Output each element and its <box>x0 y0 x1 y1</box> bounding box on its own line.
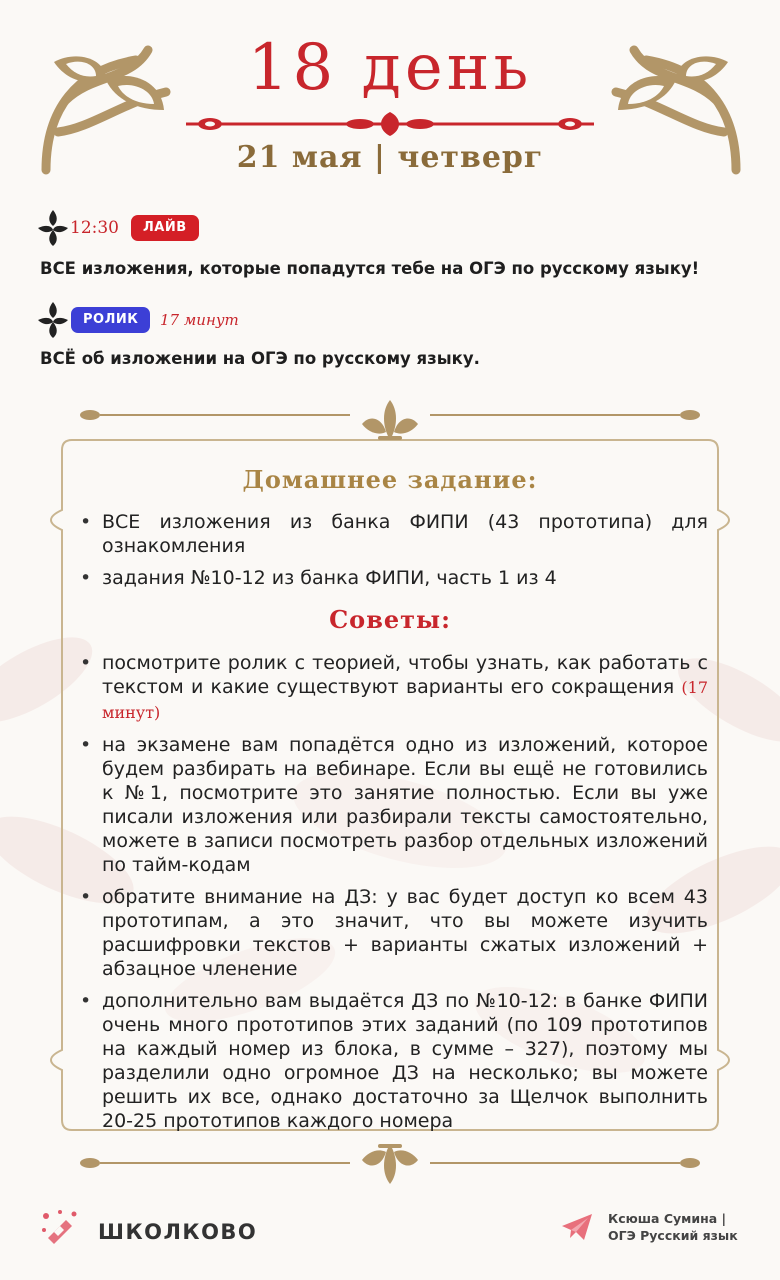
video-duration: 17 минут <box>160 311 239 329</box>
homework-list <box>80 510 708 598</box>
day-title: 18 день <box>247 31 533 105</box>
list-item <box>80 651 708 725</box>
list-item: • ВСЕ изложения из банка ФИПИ (43 прототипа) для ознакомления <box>80 510 708 558</box>
tips-heading: Советы: <box>329 605 451 634</box>
live-title: ВСЕ изложения, которые попадутся тебе на ОГЭ по русскому языку! <box>40 259 700 278</box>
author-name: Ксюша Сумина | <box>608 1211 727 1226</box>
homework-heading: Домашнее задание: <box>242 465 538 494</box>
live-badge: ЛАЙВ <box>131 215 199 241</box>
author-subject: ОГЭ Русский язык <box>608 1228 738 1243</box>
tips-list <box>80 651 708 1141</box>
schedule-time: 12:30 <box>70 218 119 238</box>
list-item: • дополнительно вам выдаётся ДЗ по №10-12: в банке ФИПИ очень много прототипов этих заданий (по 109 прототипов на каждый номер из блока, в сумме – 327), поэтому мы разделили одно огромное ДЗ на несколько; вы можете решить их все, однако достаточно за Щелчок выполнить 20-25 прототипов каждого номера <box>80 989 708 1133</box>
list-item: • на экзамене вам попадётся одно из изложений, которое будем разбирать на вебинаре. Если вы ещё не готовились к №1, посмотрите это занятие полностью. Если вы уже писали изложения или разбирали тексты самостоятельно, можете в записи посмотреть разбор отдельных изложений по тайм-кодам <box>80 733 708 877</box>
lily-icon <box>358 400 422 444</box>
lily-icon <box>358 1140 422 1184</box>
list-item: • обратите внимание на ДЗ: у вас будет доступ ко всем 43 прототипам, а это значит, что вы можете изучить расшифровки текстов + варианты сжатых изложений + абзацное членение <box>80 885 708 981</box>
video-title: ВСЁ об изложении на ОГЭ по русскому языку. <box>40 349 480 368</box>
tip-text: посмотрите ролик с теорией, чтобы узнать, как работать с текстом и какие существуют варианты его сокращения <box>102 652 708 698</box>
shkolkovo-logo-icon <box>40 1208 80 1248</box>
brand-name: ШКОЛКОВО <box>98 1220 258 1244</box>
video-badge: РОЛИК <box>71 307 150 333</box>
tip-duration-note: (17 минут) <box>102 678 708 722</box>
telegram-plane-icon <box>560 1212 594 1242</box>
list-item: • задания №10-12 из банка ФИПИ, часть 1 из 4 <box>80 566 708 590</box>
date-line: 21 мая | четверг <box>236 140 544 175</box>
